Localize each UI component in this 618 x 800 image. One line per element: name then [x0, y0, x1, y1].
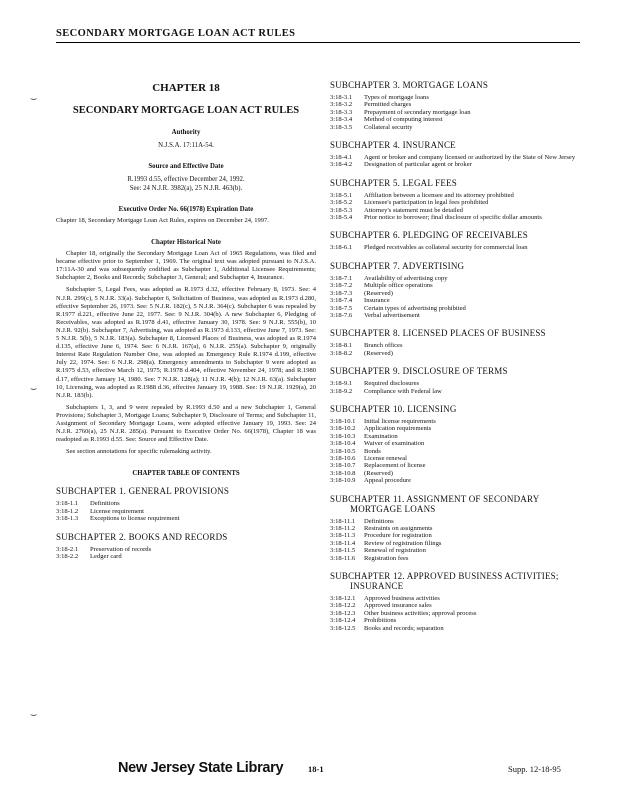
toc-entry[interactable] [330, 617, 592, 624]
page-footer [0, 758, 618, 782]
subchapter-title-cont: INSURANCE [350, 581, 404, 592]
section-title: Licensee's participation in legal fees prohibited [364, 199, 489, 207]
section-number: 3:18-3.3 [330, 108, 353, 116]
subchapter-heading [330, 261, 592, 271]
section-number: 3:18-7.2 [330, 282, 353, 290]
toc-entry[interactable] [330, 282, 592, 289]
section-title: Types of mortgage loans [364, 94, 429, 101]
subchapter-heading [330, 178, 592, 188]
section-number: 3:18-4.2 [330, 161, 353, 169]
toc-entry[interactable] [330, 192, 592, 199]
section-title: Registration fees [364, 554, 409, 562]
section-number: 3:18-11.2 [330, 525, 356, 532]
section-number: 3:18-11.3 [330, 532, 356, 540]
section-title: Ledger card [90, 552, 122, 560]
margin-mark: ⌣ [30, 708, 38, 721]
toc-entry[interactable] [330, 312, 592, 319]
subchapter-title: SUBCHAPTER 9. DISCLOSURE OF TERMS [330, 366, 508, 377]
toc-entry[interactable] [330, 94, 592, 101]
subchapter-title: SUBCHAPTER 10. LICENSING [330, 403, 457, 414]
toc-entry[interactable] [330, 350, 592, 357]
toc-entry[interactable] [330, 610, 592, 617]
subchapter-heading [330, 230, 592, 240]
toc-entry[interactable] [330, 214, 592, 221]
section-number: 3:18-11.1 [330, 517, 356, 525]
section-number: 3:18-10.2 [330, 425, 356, 433]
toc-title: CHAPTER TABLE OF CONTENTS [132, 470, 240, 478]
section-title: Waiver of examination [364, 440, 425, 448]
subchapter-title: SUBCHAPTER 4. INSURANCE [330, 140, 456, 151]
margin-mark: ⌣ [30, 382, 38, 395]
section-number: 3:18-5.4 [330, 214, 353, 222]
subchapter-heading [330, 366, 592, 376]
subchapter-title-cont: MORTGAGE LOANS [350, 503, 436, 514]
section-number: 3:18-1.3 [56, 515, 79, 523]
executive-order-heading: Executive Order No. 66(1978) Expiration Date [118, 206, 254, 213]
section-number: 3:18-5.2 [330, 199, 353, 207]
section-number: 3:18-3.1 [330, 94, 353, 101]
section-title: (Reserved) [364, 469, 393, 477]
section-title: Other business activities; approval process [364, 609, 477, 617]
toc-entry[interactable] [330, 116, 592, 123]
section-number: 3:18-3.2 [330, 101, 353, 109]
left-column [56, 76, 316, 560]
toc-right [330, 76, 592, 632]
section-number: 3:18-7.1 [330, 274, 353, 282]
section-title: Collateral security [364, 123, 413, 131]
section-title: Prior notice to borrower; final disclosure of specific dollar amounts [364, 214, 542, 222]
toc-entry[interactable] [330, 342, 592, 349]
subchapter-heading [330, 140, 592, 150]
subchapter-heading [56, 486, 316, 496]
section-number: 3:18-12.5 [330, 624, 356, 632]
toc-entry[interactable] [330, 433, 592, 440]
section-title: Appeal procedure [364, 477, 412, 485]
section-title: Initial license requirements [364, 417, 436, 425]
library-stamp: New Jersey State Library [118, 760, 284, 776]
toc-entry[interactable] [330, 207, 592, 214]
toc-entry[interactable] [330, 547, 592, 554]
toc-entry[interactable] [56, 546, 316, 553]
toc-entry[interactable] [330, 455, 592, 462]
toc-entry[interactable] [330, 275, 592, 282]
toc-entry[interactable] [330, 124, 592, 131]
toc-entry[interactable] [330, 199, 592, 206]
section-title: Multiple office operations [364, 282, 433, 290]
toc-entry[interactable] [330, 540, 592, 547]
section-title: Prepayment of secondary mortgage loan [364, 108, 471, 116]
toc-entry[interactable] [330, 380, 592, 387]
historical-paragraph: See section annotations for specific rulemaking activity. [66, 448, 212, 456]
chapter-number: CHAPTER 18 [152, 82, 220, 94]
section-number: 3:18-10.4 [330, 440, 356, 448]
section-title: Bonds [364, 447, 381, 455]
subchapter-heading [330, 404, 592, 414]
section-number: 3:18-6.1 [330, 244, 353, 252]
subchapter-title: SUBCHAPTER 3. MORTGAGE LOANS [330, 80, 489, 90]
toc-entry[interactable] [56, 508, 316, 515]
authority-text: N.J.S.A. 17:11A-54. [158, 142, 214, 149]
page-number: 18-1 [308, 764, 324, 774]
toc-entry[interactable] [330, 477, 592, 484]
section-title: Replacement of license [364, 462, 426, 470]
executive-order-text: Chapter 18, Secondary Mortgage Loan Act Rules, expires on December 24, 1997. [56, 217, 269, 224]
subchapter-title: SUBCHAPTER 7. ADVERTISING [330, 260, 465, 271]
section-title: License renewal [364, 454, 408, 462]
toc-entry[interactable] [330, 555, 592, 562]
toc-entry[interactable] [56, 553, 316, 560]
subchapter-heading [330, 328, 592, 338]
subchapter-heading [56, 532, 316, 542]
section-number: 3:18-12.4 [330, 617, 356, 625]
toc-entry[interactable] [56, 500, 316, 507]
subchapter-title: SUBCHAPTER 2. BOOKS AND RECORDS [56, 531, 228, 542]
section-title: Review of registration filings [364, 539, 442, 547]
toc-entry[interactable] [330, 388, 592, 395]
subchapter-heading [330, 571, 592, 591]
toc-entry[interactable] [330, 297, 592, 304]
section-number: 3:18-4.1 [330, 154, 353, 162]
section-title: Compliance with Federal law [364, 387, 442, 395]
section-title: Prohibitions [364, 617, 397, 625]
section-title: Books and records; separation [364, 624, 444, 632]
section-number: 3:18-7.4 [330, 297, 353, 305]
toc-entry[interactable] [330, 595, 592, 602]
section-title: Procedure for registration [364, 532, 432, 540]
section-number: 3:18-3.5 [330, 123, 353, 131]
section-number: 3:18-1.2 [56, 507, 79, 515]
toc-entry[interactable] [330, 290, 592, 297]
section-title: Attorney's statement must be detailed [364, 206, 463, 214]
toc-entry[interactable] [330, 418, 592, 425]
toc-entry[interactable] [330, 161, 592, 168]
section-number: 3:18-12.1 [330, 595, 356, 603]
section-number: 3:18-7.3 [330, 289, 353, 297]
section-number: 3:18-10.1 [330, 417, 356, 425]
source-line-1: R.1993 d.55, effective December 24, 1992. [127, 176, 245, 183]
toc-entry[interactable] [330, 462, 592, 469]
source-text [56, 175, 316, 193]
toc-entry[interactable] [330, 470, 592, 477]
section-title: Definitions [90, 500, 120, 508]
subchapter-title: SUBCHAPTER 5. LEGAL FEES [330, 177, 457, 188]
toc-entry[interactable] [330, 101, 592, 108]
section-title: Required disclosures [364, 380, 420, 388]
section-number: 3:18-10.5 [330, 447, 356, 455]
section-number: 3:18-9.1 [330, 380, 353, 388]
section-number: 3:18-11.6 [330, 554, 356, 562]
section-number: 3:18-7.5 [330, 304, 353, 312]
toc-entry[interactable] [330, 525, 592, 532]
toc-entry[interactable] [56, 515, 316, 522]
subchapter-heading [330, 494, 592, 514]
running-header: SECONDARY MORTGAGE LOAN ACT RULES [56, 28, 580, 43]
historical-paragraph: Chapter 18, originally the Secondary Mortgage Loan Act of 1965 Regulations, was filed and became effective prior to September 1, 1969. The original text was adopted pursuant to N.J.S.A. 17:11A-30 and was subsequently codified as Subchapter 1, Additional Licensee Requirements; Subchapter 2, Books and Records; Subchapter 3, General; and Subchapter 4, Insurance. [56, 250, 316, 282]
toc-entry[interactable] [330, 440, 592, 447]
toc-entry[interactable] [330, 425, 592, 432]
section-title: Method of computing interest [364, 116, 443, 124]
section-title: Insurance [364, 297, 390, 305]
subchapter-title: SUBCHAPTER 12. APPROVED BUSINESS ACTIVITIES; [330, 571, 559, 582]
section-title: Definitions [364, 517, 394, 525]
historical-note-heading: Chapter Historical Note [151, 239, 221, 247]
source-line-2: See: 24 N.J.R. 3982(a), 25 N.J.R. 463(b). [129, 185, 243, 192]
section-number: 3:18-5.3 [330, 206, 353, 214]
section-number: 3:18-8.2 [330, 349, 353, 357]
authority-heading: Authority [171, 129, 201, 136]
section-title: Affiliation between a licensee and its attorney prohibited [364, 191, 514, 199]
section-title: Approved business activities [364, 595, 440, 603]
section-number: 3:18-3.4 [330, 116, 353, 124]
subchapter-title: SUBCHAPTER 6. PLEDGING OF RECEIVABLES [330, 230, 529, 241]
subchapter-title: SUBCHAPTER 1. GENERAL PROVISIONS [56, 486, 230, 497]
section-number: 3:18-5.1 [330, 191, 353, 199]
toc-entry[interactable] [330, 532, 592, 539]
section-title: Availability of advertising copy [364, 274, 448, 282]
section-number: 3:18-10.8 [330, 469, 356, 477]
section-number: 3:18-2.1 [56, 545, 79, 553]
section-title: Branch offices [364, 342, 403, 350]
section-title: Application requirements [364, 425, 432, 433]
section-number: 3:18-10.6 [330, 454, 356, 462]
section-number: 3:18-12.3 [330, 609, 356, 617]
section-number: 3:18-1.1 [56, 500, 79, 508]
section-number: 3:18-12.2 [330, 602, 356, 610]
margin-mark: ⌣ [30, 92, 38, 105]
section-title: Preservation of records [90, 545, 152, 553]
subchapter-heading [330, 80, 592, 90]
section-number: 3:18-10.9 [330, 477, 356, 485]
section-number: 3:18-11.5 [330, 547, 356, 555]
section-number: 3:18-9.2 [330, 387, 353, 395]
section-title: Restraints on assignments [364, 525, 433, 532]
section-title: (Reserved) [364, 349, 393, 357]
toc-entry[interactable] [330, 305, 592, 312]
chapter-title: SECONDARY MORTGAGE LOAN ACT RULES [72, 105, 300, 116]
section-title: Certain types of advertising prohibited [364, 304, 466, 312]
section-title: (Reserved) [364, 289, 393, 297]
toc-entry[interactable] [330, 154, 592, 161]
subchapter-title: SUBCHAPTER 8. LICENSED PLACES OF BUSINESS [330, 328, 546, 339]
section-number: 3:18-11.4 [330, 539, 356, 547]
toc-entry[interactable] [330, 448, 592, 455]
section-number: 3:18-10.7 [330, 462, 356, 470]
section-title: Verbal advertisement [364, 311, 420, 319]
section-title: Designation of particular agent or broker [364, 161, 472, 169]
section-title: Approved insurance sales [364, 602, 432, 610]
section-title: Renewal of registration [364, 547, 426, 555]
section-title: License requirement [90, 507, 145, 515]
supplement-date: Supp. 12-18-95 [508, 764, 561, 774]
source-heading: Source and Effective Date [148, 163, 224, 170]
toc-entry[interactable] [330, 244, 592, 251]
section-title: Exceptions to license requirement [90, 515, 180, 523]
section-number: 3:18-8.1 [330, 342, 353, 350]
toc-entry[interactable] [330, 602, 592, 609]
section-number: 3:18-10.3 [330, 432, 356, 440]
toc-entry[interactable] [330, 625, 592, 632]
section-number: 3:18-2.2 [56, 552, 79, 560]
toc-entry[interactable] [330, 109, 592, 116]
section-number: 3:18-7.6 [330, 311, 353, 319]
historical-paragraph: Subchapter 5, Legal Fees, was adopted as R.1973 d.32, effective February 8, 1973. See: 4 N.J.R. 299(c), 5 N.J.R. 33(a). Subchapter 6, Solicitation of Business, was adopted as R.1973 d.280, effective September 26, 1973. See: 5 N.J.R. 182(c), 5 N.J.R. 364(c). Subchapter 6 was repealed by R.1977 d.221, effective June 22, 1977. See: 9 N.J.R. 304(b). A new Subchapter 6, Pledging of Receivables, was adopted as R.1978 d.41, effective January 30, 1978. See: 9 N.J.R. 555(b), 10 N.J.R. 92(b). Subchapter 7, Advertising, was adopted as R.1973 d.133, effective June 7, 1973. See: 5 N.J.R. 5(b), 5 N.J.R. 183(a). Subchapter 8, Licensed Places of Business, was adopted as R.1974 d.135, effective June 6, 1974. See: 6 N.J.R. 167(a), 6 N.J.R. 255(a). Subchapter 9, originally Interest Rate Regulation Number One, was adopted as Emergency Rule R.1974 d.199, effective July 22, 1974. See: 6 N.J.R. 298(a). Emergency amendments to Subchapter 9 were adopted as R.1975 d.53, effective March 12, 1975; R.1978 d.404, effective November 24, 1978; and R.1980 d.17, effective January 14, 1980. See: 7 N.J.R. 128(a); 11 N.J.R. 4(b); 12 N.J.R. 63(a). Subchapter 10, Licensing, was adopted as R.1988 d.36, effective January 19, 1988. See: 19 N.J.R. 1929(a), 20 N.J.R. 183(b). [56, 286, 316, 399]
toc-left [56, 486, 316, 560]
section-title: Pledged receivables as collateral security for commercial loan [364, 244, 528, 252]
section-title: Permitted charges [364, 101, 412, 109]
section-title: Agent or broker and company licensed or authorized by the State of New Jersey [364, 154, 576, 162]
toc-entry[interactable] [330, 518, 592, 525]
subchapter-title: SUBCHAPTER 11. ASSIGNMENT OF SECONDARY [330, 493, 540, 504]
historical-paragraph: Subchapters 1, 3, and 9 were repealed by R.1993 d.50 and a new Subchapter 1, General Provisions; Subchapter 3, Mortgage Loans; Subchapter 9, Disclosure of Terms; and Subchapter 11, Assignment of Secondary Mortgage Loans, were adopted effective January 19, 1993. See: 24 N.J.R. 2760(a), 25 N.J.R. 285(a). Pursuant to Executive Order No. 66(1978), Chapter 18 was readopted as R.1993 d.55. See: Source and Effective Date. [56, 403, 316, 444]
section-title: Examination [364, 432, 398, 440]
